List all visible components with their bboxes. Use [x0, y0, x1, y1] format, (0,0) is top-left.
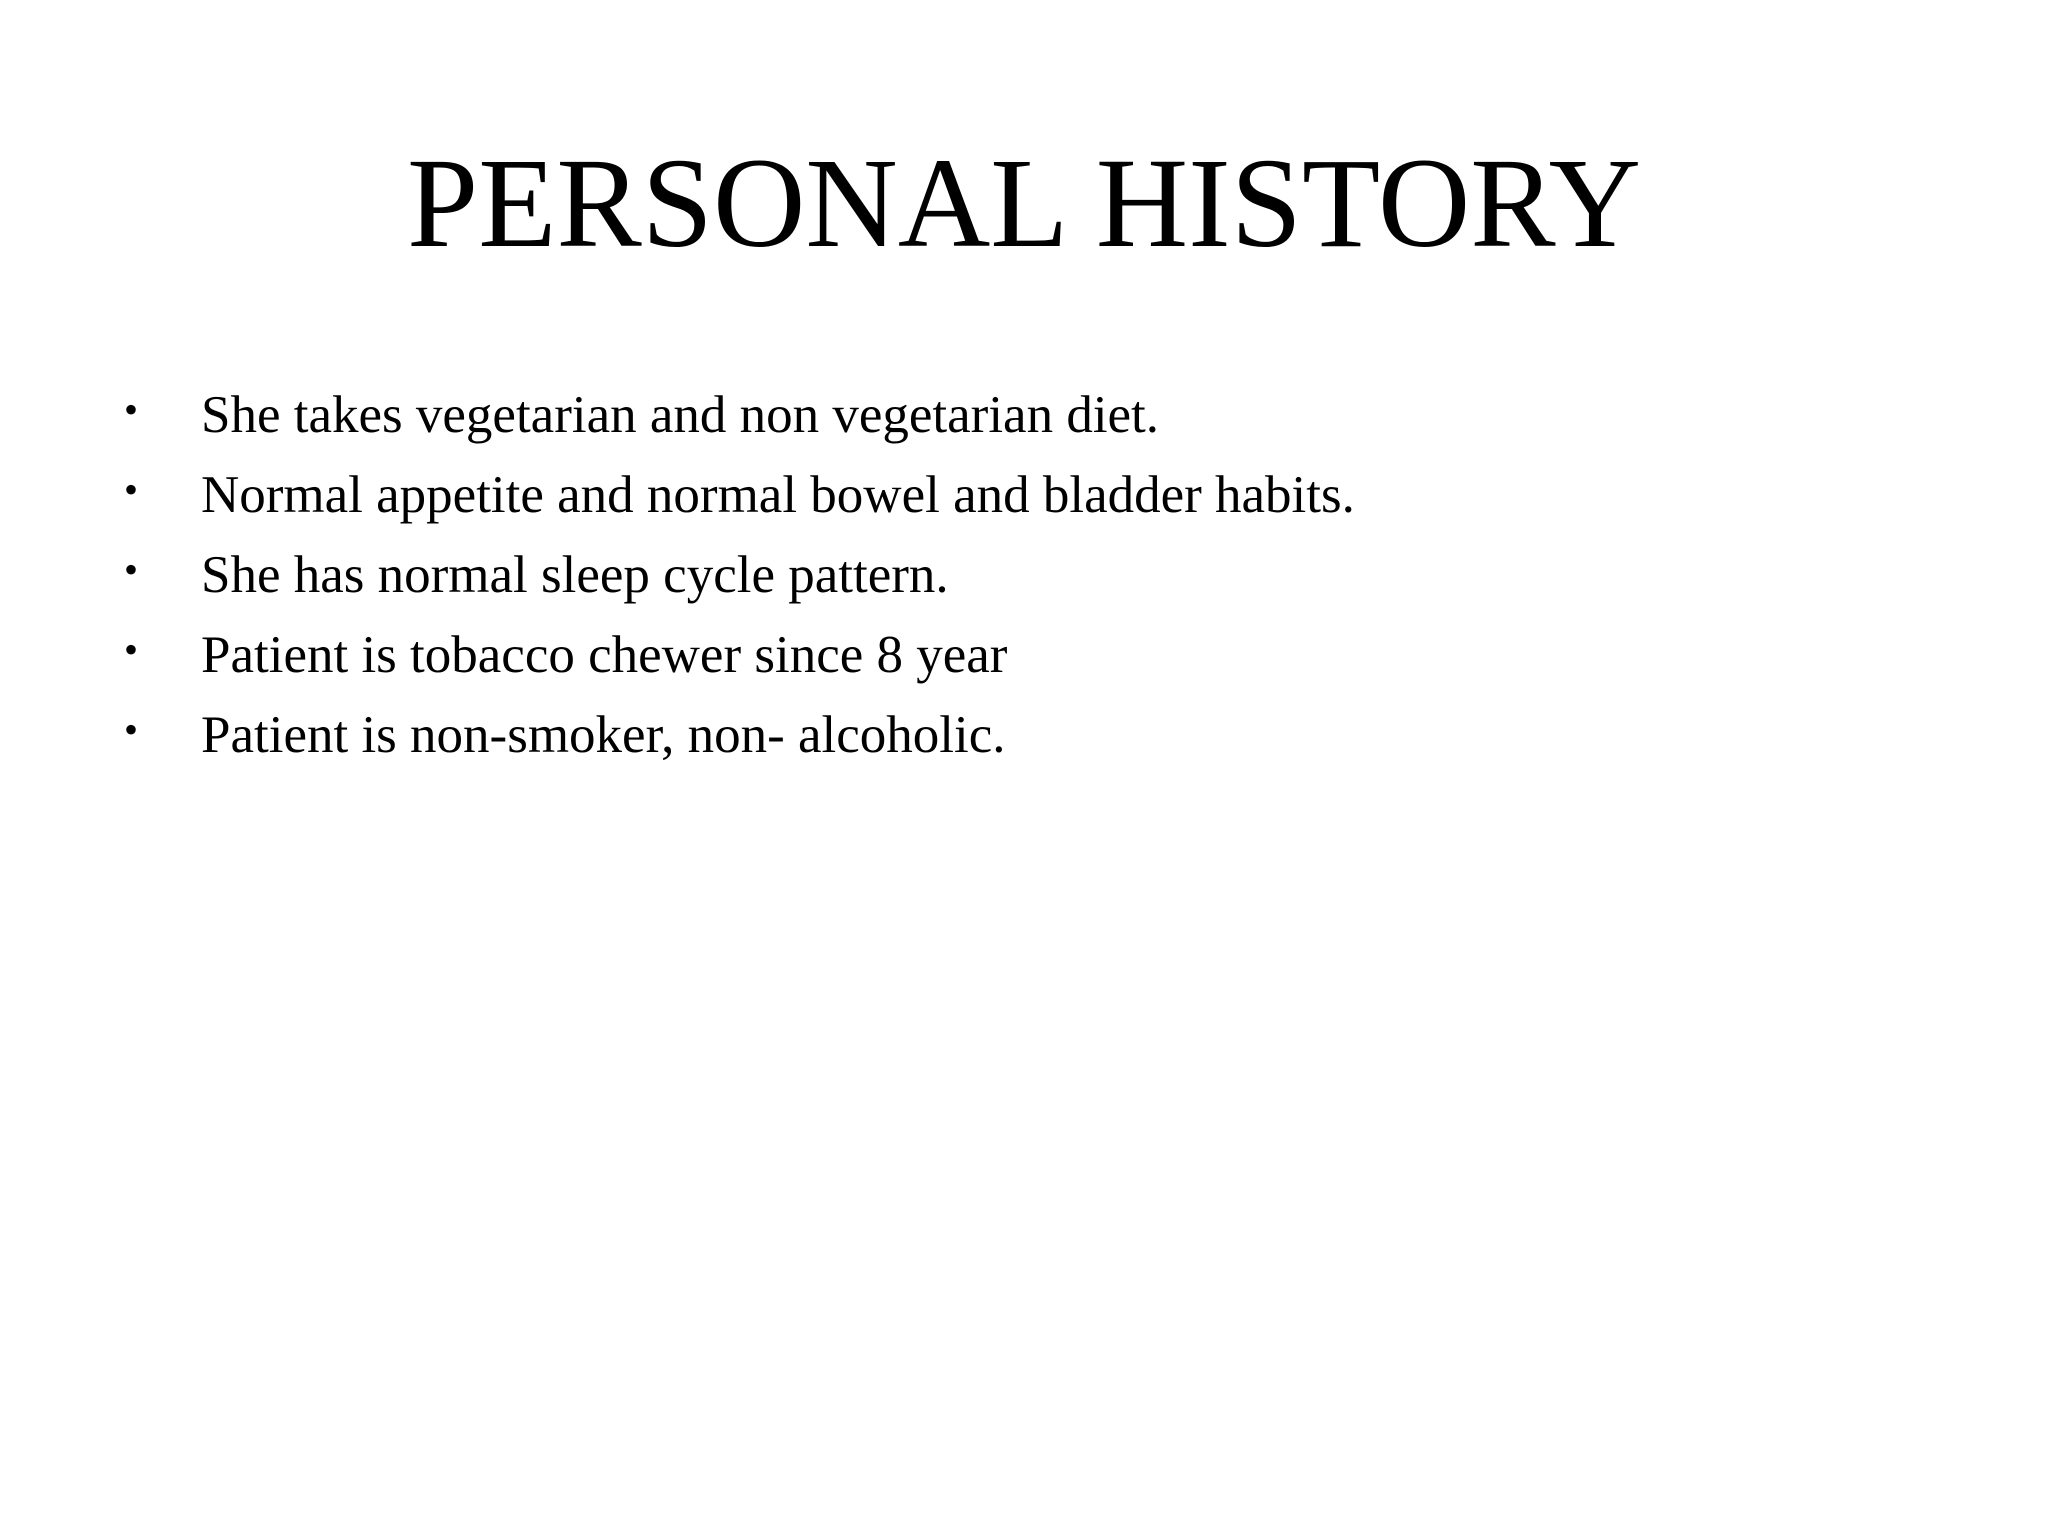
bullet-icon: •	[124, 387, 139, 432]
list-item	[0, 375, 2048, 455]
bullet-text: She takes vegetarian and non vegetarian diet.	[201, 386, 1160, 444]
bullet-icon: •	[124, 627, 139, 672]
bullet-text: She has normal sleep cycle pattern.	[201, 546, 949, 604]
list-item	[0, 535, 2048, 615]
list-item	[0, 455, 2048, 535]
list-item	[0, 615, 2048, 695]
bullet-icon: •	[124, 467, 139, 512]
list-item	[0, 695, 2048, 775]
slide-title: PERSONAL HISTORY	[407, 132, 1641, 274]
bullet-list	[0, 375, 2048, 775]
bullet-text: Patient is non-smoker, non- alcoholic.	[201, 706, 1006, 764]
bullet-icon: •	[124, 547, 139, 592]
bullet-text: Normal appetite and normal bowel and bladder habits.	[201, 466, 1355, 524]
bullet-icon: •	[124, 707, 139, 752]
bullet-text: Patient is tobacco chewer since 8 year	[201, 626, 1008, 684]
